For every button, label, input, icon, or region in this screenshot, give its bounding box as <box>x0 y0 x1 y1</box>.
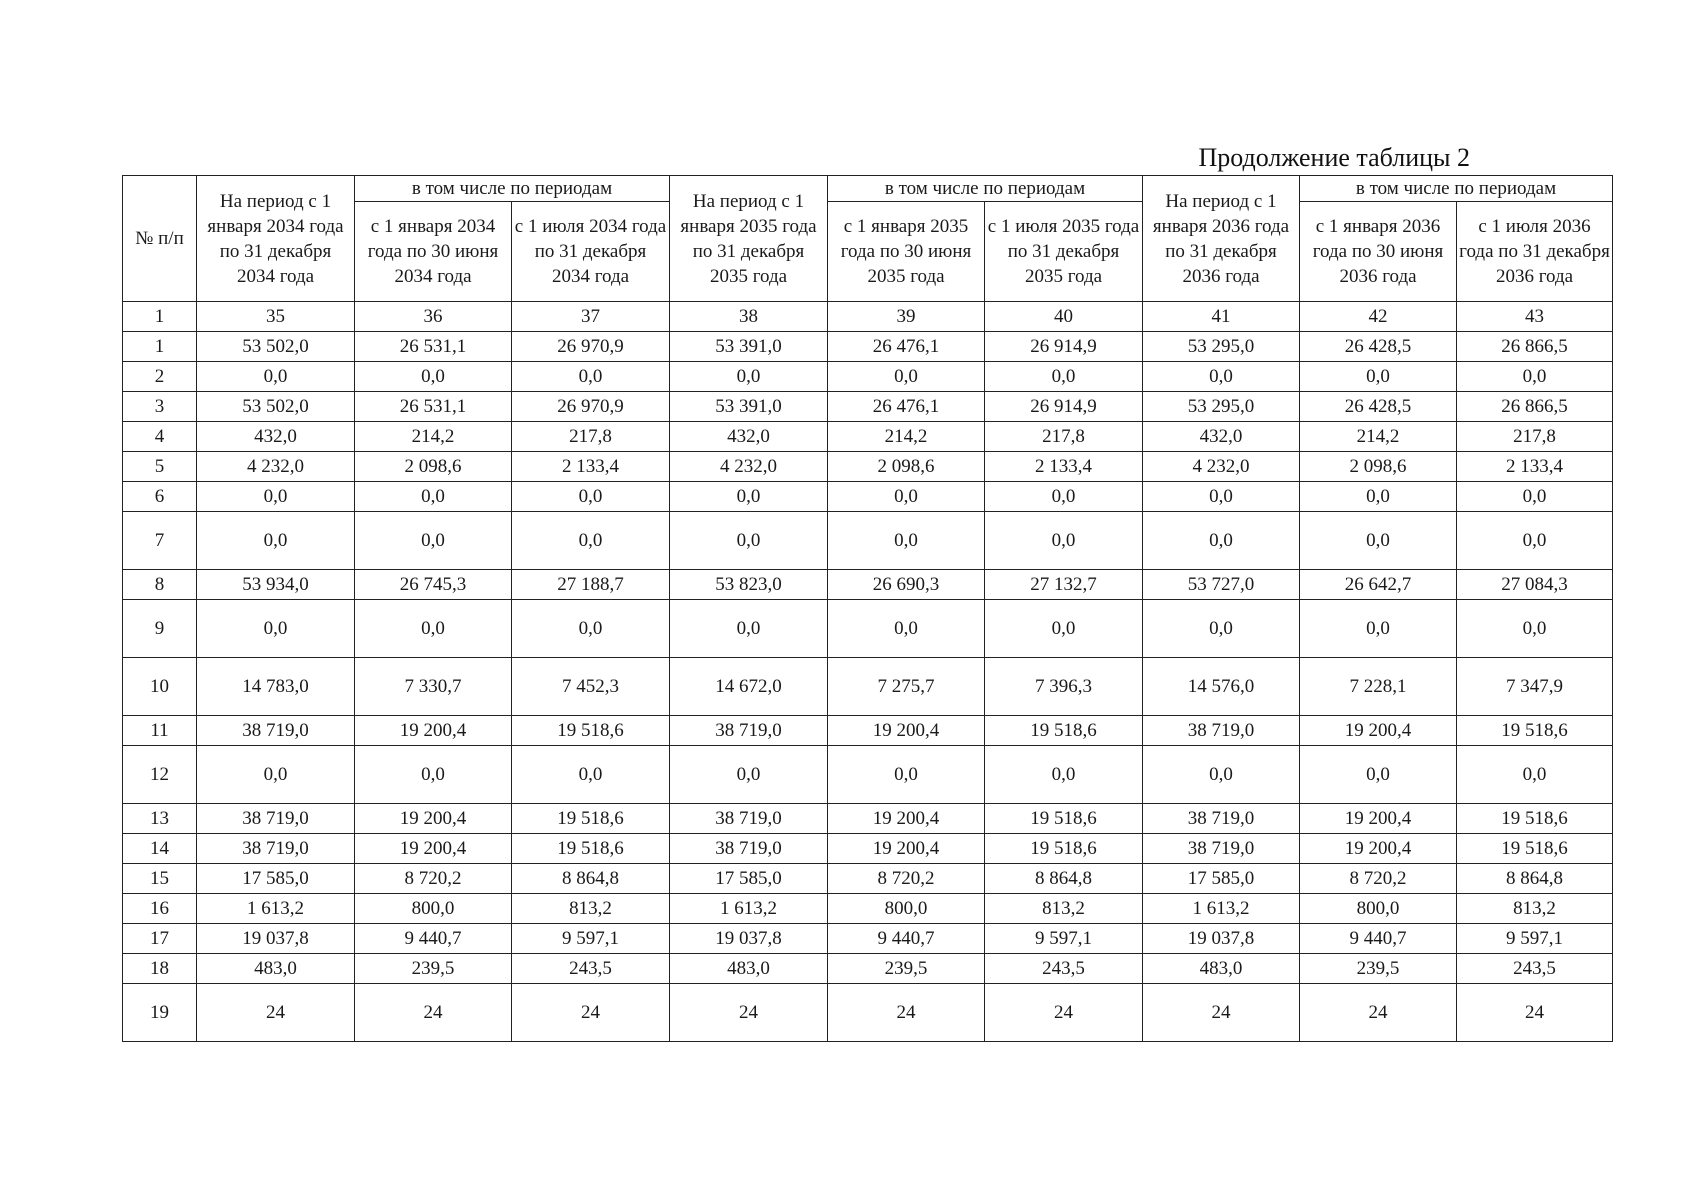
value-cell: 0,0 <box>1457 746 1613 804</box>
row-number-cell: 2 <box>123 362 197 392</box>
value-cell: 432,0 <box>670 422 828 452</box>
row-number-cell: 11 <box>123 716 197 746</box>
column-number: 40 <box>985 302 1143 332</box>
value-cell: 214,2 <box>828 422 985 452</box>
value-cell: 19 518,6 <box>1457 716 1613 746</box>
value-cell: 19 518,6 <box>512 716 670 746</box>
value-cell: 0,0 <box>828 600 985 658</box>
value-cell: 0,0 <box>197 512 355 570</box>
value-cell: 14 783,0 <box>197 658 355 716</box>
value-cell: 239,5 <box>828 954 985 984</box>
row-number-cell: 9 <box>123 600 197 658</box>
value-cell: 26 866,5 <box>1457 332 1613 362</box>
table-row <box>123 600 1613 658</box>
value-cell: 483,0 <box>197 954 355 984</box>
value-cell: 0,0 <box>1300 512 1457 570</box>
half-year-header: с 1 июля 2034 года по 31 декабря 2034 года <box>512 202 670 302</box>
value-cell: 24 <box>670 984 828 1042</box>
value-cell: 800,0 <box>355 894 512 924</box>
value-cell: 0,0 <box>985 362 1143 392</box>
value-cell: 243,5 <box>512 954 670 984</box>
value-cell: 14 672,0 <box>670 658 828 716</box>
row-number-cell: 5 <box>123 452 197 482</box>
value-cell: 0,0 <box>1143 746 1300 804</box>
value-cell: 26 914,9 <box>985 392 1143 422</box>
value-cell: 0,0 <box>197 746 355 804</box>
value-cell: 9 440,7 <box>355 924 512 954</box>
value-cell: 0,0 <box>355 600 512 658</box>
value-cell: 26 745,3 <box>355 570 512 600</box>
half-year-header: с 1 июля 2035 года по 31 декабря 2035 года <box>985 202 1143 302</box>
value-cell: 14 576,0 <box>1143 658 1300 716</box>
value-cell: 19 518,6 <box>512 834 670 864</box>
value-cell: 1 613,2 <box>1143 894 1300 924</box>
value-cell: 7 275,7 <box>828 658 985 716</box>
row-number-cell: 10 <box>123 658 197 716</box>
value-cell: 24 <box>355 984 512 1042</box>
subperiods-header: в том числе по периодам <box>355 176 670 202</box>
value-cell: 17 585,0 <box>1143 864 1300 894</box>
value-cell: 0,0 <box>670 482 828 512</box>
value-cell: 8 720,2 <box>1300 864 1457 894</box>
value-cell: 8 720,2 <box>355 864 512 894</box>
value-cell: 24 <box>985 984 1143 1042</box>
value-cell: 483,0 <box>1143 954 1300 984</box>
value-cell: 9 597,1 <box>512 924 670 954</box>
value-cell: 0,0 <box>985 600 1143 658</box>
value-cell: 432,0 <box>197 422 355 452</box>
column-number: 38 <box>670 302 828 332</box>
data-table <box>122 175 1613 1042</box>
value-cell: 19 200,4 <box>355 804 512 834</box>
value-cell: 19 200,4 <box>828 804 985 834</box>
table-row <box>123 746 1613 804</box>
value-cell: 813,2 <box>1457 894 1613 924</box>
row-number-cell: 18 <box>123 954 197 984</box>
value-cell: 0,0 <box>197 482 355 512</box>
column-number: 1 <box>123 302 197 332</box>
value-cell: 19 037,8 <box>1143 924 1300 954</box>
value-cell: 38 719,0 <box>670 804 828 834</box>
row-number-cell: 1 <box>123 332 197 362</box>
value-cell: 0,0 <box>670 362 828 392</box>
half-year-header: с 1 января 2034 года по 30 июня 2034 года <box>355 202 512 302</box>
value-cell: 38 719,0 <box>197 834 355 864</box>
value-cell: 0,0 <box>985 482 1143 512</box>
value-cell: 217,8 <box>1457 422 1613 452</box>
value-cell: 0,0 <box>1300 600 1457 658</box>
value-cell: 0,0 <box>1300 482 1457 512</box>
value-cell: 53 502,0 <box>197 332 355 362</box>
row-number-cell: 3 <box>123 392 197 422</box>
table-header <box>123 176 1613 332</box>
value-cell: 2 098,6 <box>1300 452 1457 482</box>
value-cell: 0,0 <box>355 512 512 570</box>
value-cell: 0,0 <box>355 482 512 512</box>
row-number-cell: 17 <box>123 924 197 954</box>
table-row <box>123 512 1613 570</box>
value-cell: 27 084,3 <box>1457 570 1613 600</box>
value-cell: 26 531,1 <box>355 392 512 422</box>
total-period-header: На период с 1 января 2035 года по 31 декабря 2035 года <box>670 176 828 302</box>
value-cell: 0,0 <box>355 746 512 804</box>
value-cell: 7 347,9 <box>1457 658 1613 716</box>
value-cell: 17 585,0 <box>670 864 828 894</box>
value-cell: 432,0 <box>1143 422 1300 452</box>
value-cell: 24 <box>1143 984 1300 1042</box>
value-cell: 0,0 <box>985 512 1143 570</box>
value-cell: 19 518,6 <box>1457 834 1613 864</box>
value-cell: 19 518,6 <box>985 834 1143 864</box>
value-cell: 19 037,8 <box>197 924 355 954</box>
value-cell: 0,0 <box>1300 362 1457 392</box>
value-cell: 38 719,0 <box>197 716 355 746</box>
value-cell: 243,5 <box>985 954 1143 984</box>
value-cell: 0,0 <box>1457 362 1613 392</box>
value-cell: 2 133,4 <box>1457 452 1613 482</box>
table-row <box>123 332 1613 362</box>
value-cell: 53 502,0 <box>197 392 355 422</box>
value-cell: 0,0 <box>1457 600 1613 658</box>
value-cell: 4 232,0 <box>197 452 355 482</box>
value-cell: 0,0 <box>828 746 985 804</box>
table-row <box>123 362 1613 392</box>
value-cell: 0,0 <box>355 362 512 392</box>
table-row <box>123 894 1613 924</box>
value-cell: 19 200,4 <box>1300 804 1457 834</box>
table-row <box>123 834 1613 864</box>
value-cell: 214,2 <box>355 422 512 452</box>
value-cell: 9 440,7 <box>1300 924 1457 954</box>
table-row <box>123 658 1613 716</box>
row-number-cell: 14 <box>123 834 197 864</box>
value-cell: 2 098,6 <box>828 452 985 482</box>
value-cell: 0,0 <box>670 600 828 658</box>
row-number-cell: 13 <box>123 804 197 834</box>
half-year-header: с 1 января 2036 года по 30 июня 2036 года <box>1300 202 1457 302</box>
value-cell: 0,0 <box>1143 512 1300 570</box>
value-cell: 0,0 <box>1143 362 1300 392</box>
value-cell: 0,0 <box>197 362 355 392</box>
value-cell: 8 864,8 <box>1457 864 1613 894</box>
half-year-header: с 1 января 2035 года по 30 июня 2035 года <box>828 202 985 302</box>
value-cell: 239,5 <box>355 954 512 984</box>
value-cell: 26 914,9 <box>985 332 1143 362</box>
value-cell: 0,0 <box>828 482 985 512</box>
value-cell: 19 200,4 <box>355 716 512 746</box>
value-cell: 243,5 <box>1457 954 1613 984</box>
table-row <box>123 422 1613 452</box>
value-cell: 24 <box>1457 984 1613 1042</box>
value-cell: 217,8 <box>985 422 1143 452</box>
column-number: 35 <box>197 302 355 332</box>
column-number: 39 <box>828 302 985 332</box>
value-cell: 53 295,0 <box>1143 392 1300 422</box>
value-cell: 27 188,7 <box>512 570 670 600</box>
value-cell: 2 133,4 <box>985 452 1143 482</box>
value-cell: 0,0 <box>197 600 355 658</box>
value-cell: 800,0 <box>828 894 985 924</box>
value-cell: 0,0 <box>1143 600 1300 658</box>
table-body <box>123 332 1613 1042</box>
value-cell: 8 864,8 <box>985 864 1143 894</box>
value-cell: 0,0 <box>512 362 670 392</box>
value-cell: 26 690,3 <box>828 570 985 600</box>
value-cell: 0,0 <box>985 746 1143 804</box>
value-cell: 214,2 <box>1300 422 1457 452</box>
value-cell: 38 719,0 <box>197 804 355 834</box>
column-number: 42 <box>1300 302 1457 332</box>
half-year-header: с 1 июля 2036 года по 31 декабря 2036 года <box>1457 202 1613 302</box>
row-number-cell: 4 <box>123 422 197 452</box>
table-row <box>123 452 1613 482</box>
value-cell: 19 200,4 <box>828 834 985 864</box>
value-cell: 0,0 <box>1300 746 1457 804</box>
value-cell: 19 200,4 <box>1300 834 1457 864</box>
column-number: 41 <box>1143 302 1300 332</box>
value-cell: 24 <box>197 984 355 1042</box>
table-row <box>123 864 1613 894</box>
value-cell: 0,0 <box>670 512 828 570</box>
value-cell: 217,8 <box>512 422 670 452</box>
value-cell: 7 452,3 <box>512 658 670 716</box>
value-cell: 8 864,8 <box>512 864 670 894</box>
value-cell: 1 613,2 <box>670 894 828 924</box>
value-cell: 19 200,4 <box>828 716 985 746</box>
value-cell: 19 518,6 <box>985 716 1143 746</box>
subperiods-header: в том числе по периодам <box>828 176 1143 202</box>
value-cell: 9 597,1 <box>985 924 1143 954</box>
value-cell: 53 934,0 <box>197 570 355 600</box>
column-number: 36 <box>355 302 512 332</box>
value-cell: 26 970,9 <box>512 392 670 422</box>
value-cell: 19 200,4 <box>1300 716 1457 746</box>
value-cell: 813,2 <box>512 894 670 924</box>
value-cell: 38 719,0 <box>670 716 828 746</box>
value-cell: 17 585,0 <box>197 864 355 894</box>
value-cell: 800,0 <box>1300 894 1457 924</box>
value-cell: 26 970,9 <box>512 332 670 362</box>
table-row <box>123 482 1613 512</box>
table-row <box>123 392 1613 422</box>
value-cell: 9 597,1 <box>1457 924 1613 954</box>
value-cell: 0,0 <box>1143 482 1300 512</box>
value-cell: 38 719,0 <box>1143 834 1300 864</box>
value-cell: 239,5 <box>1300 954 1457 984</box>
value-cell: 24 <box>828 984 985 1042</box>
row-number-cell: 7 <box>123 512 197 570</box>
value-cell: 53 295,0 <box>1143 332 1300 362</box>
value-cell: 26 866,5 <box>1457 392 1613 422</box>
value-cell: 26 531,1 <box>355 332 512 362</box>
value-cell: 0,0 <box>670 746 828 804</box>
value-cell: 19 518,6 <box>512 804 670 834</box>
value-cell: 483,0 <box>670 954 828 984</box>
row-number-cell: 19 <box>123 984 197 1042</box>
table-row <box>123 804 1613 834</box>
value-cell: 38 719,0 <box>670 834 828 864</box>
value-cell: 19 200,4 <box>355 834 512 864</box>
value-cell: 26 428,5 <box>1300 392 1457 422</box>
value-cell: 24 <box>1300 984 1457 1042</box>
value-cell: 813,2 <box>985 894 1143 924</box>
value-cell: 4 232,0 <box>1143 452 1300 482</box>
column-number: 43 <box>1457 302 1613 332</box>
value-cell: 0,0 <box>828 362 985 392</box>
value-cell: 19 518,6 <box>1457 804 1613 834</box>
value-cell: 53 391,0 <box>670 392 828 422</box>
value-cell: 0,0 <box>512 512 670 570</box>
value-cell: 0,0 <box>512 600 670 658</box>
value-cell: 0,0 <box>512 746 670 804</box>
row-number-header: № п/п <box>123 176 197 302</box>
row-number-cell: 12 <box>123 746 197 804</box>
row-number-cell: 15 <box>123 864 197 894</box>
value-cell: 53 391,0 <box>670 332 828 362</box>
value-cell: 26 428,5 <box>1300 332 1457 362</box>
value-cell: 1 613,2 <box>197 894 355 924</box>
table-row <box>123 716 1613 746</box>
value-cell: 4 232,0 <box>670 452 828 482</box>
total-period-header: На период с 1 января 2034 года по 31 декабря 2034 года <box>197 176 355 302</box>
column-number: 37 <box>512 302 670 332</box>
value-cell: 26 642,7 <box>1300 570 1457 600</box>
row-number-cell: 6 <box>123 482 197 512</box>
value-cell: 7 396,3 <box>985 658 1143 716</box>
row-number-cell: 16 <box>123 894 197 924</box>
value-cell: 8 720,2 <box>828 864 985 894</box>
row-number-cell: 8 <box>123 570 197 600</box>
table-row <box>123 954 1613 984</box>
value-cell: 27 132,7 <box>985 570 1143 600</box>
value-cell: 26 476,1 <box>828 392 985 422</box>
column-number-row <box>123 302 1613 332</box>
value-cell: 38 719,0 <box>1143 804 1300 834</box>
table-caption: Продолжение таблицы 2 <box>1198 143 1470 172</box>
value-cell: 53 727,0 <box>1143 570 1300 600</box>
value-cell: 19 518,6 <box>985 804 1143 834</box>
value-cell: 26 476,1 <box>828 332 985 362</box>
value-cell: 7 228,1 <box>1300 658 1457 716</box>
value-cell: 0,0 <box>1457 482 1613 512</box>
table-row <box>123 984 1613 1042</box>
value-cell: 19 037,8 <box>670 924 828 954</box>
value-cell: 38 719,0 <box>1143 716 1300 746</box>
value-cell: 53 823,0 <box>670 570 828 600</box>
total-period-header: На период с 1 января 2036 года по 31 декабря 2036 года <box>1143 176 1300 302</box>
value-cell: 2 133,4 <box>512 452 670 482</box>
value-cell: 2 098,6 <box>355 452 512 482</box>
value-cell: 9 440,7 <box>828 924 985 954</box>
value-cell: 0,0 <box>1457 512 1613 570</box>
table-row <box>123 924 1613 954</box>
value-cell: 7 330,7 <box>355 658 512 716</box>
value-cell: 24 <box>512 984 670 1042</box>
value-cell: 0,0 <box>828 512 985 570</box>
value-cell: 0,0 <box>512 482 670 512</box>
table-row <box>123 570 1613 600</box>
subperiods-header: в том числе по периодам <box>1300 176 1613 202</box>
